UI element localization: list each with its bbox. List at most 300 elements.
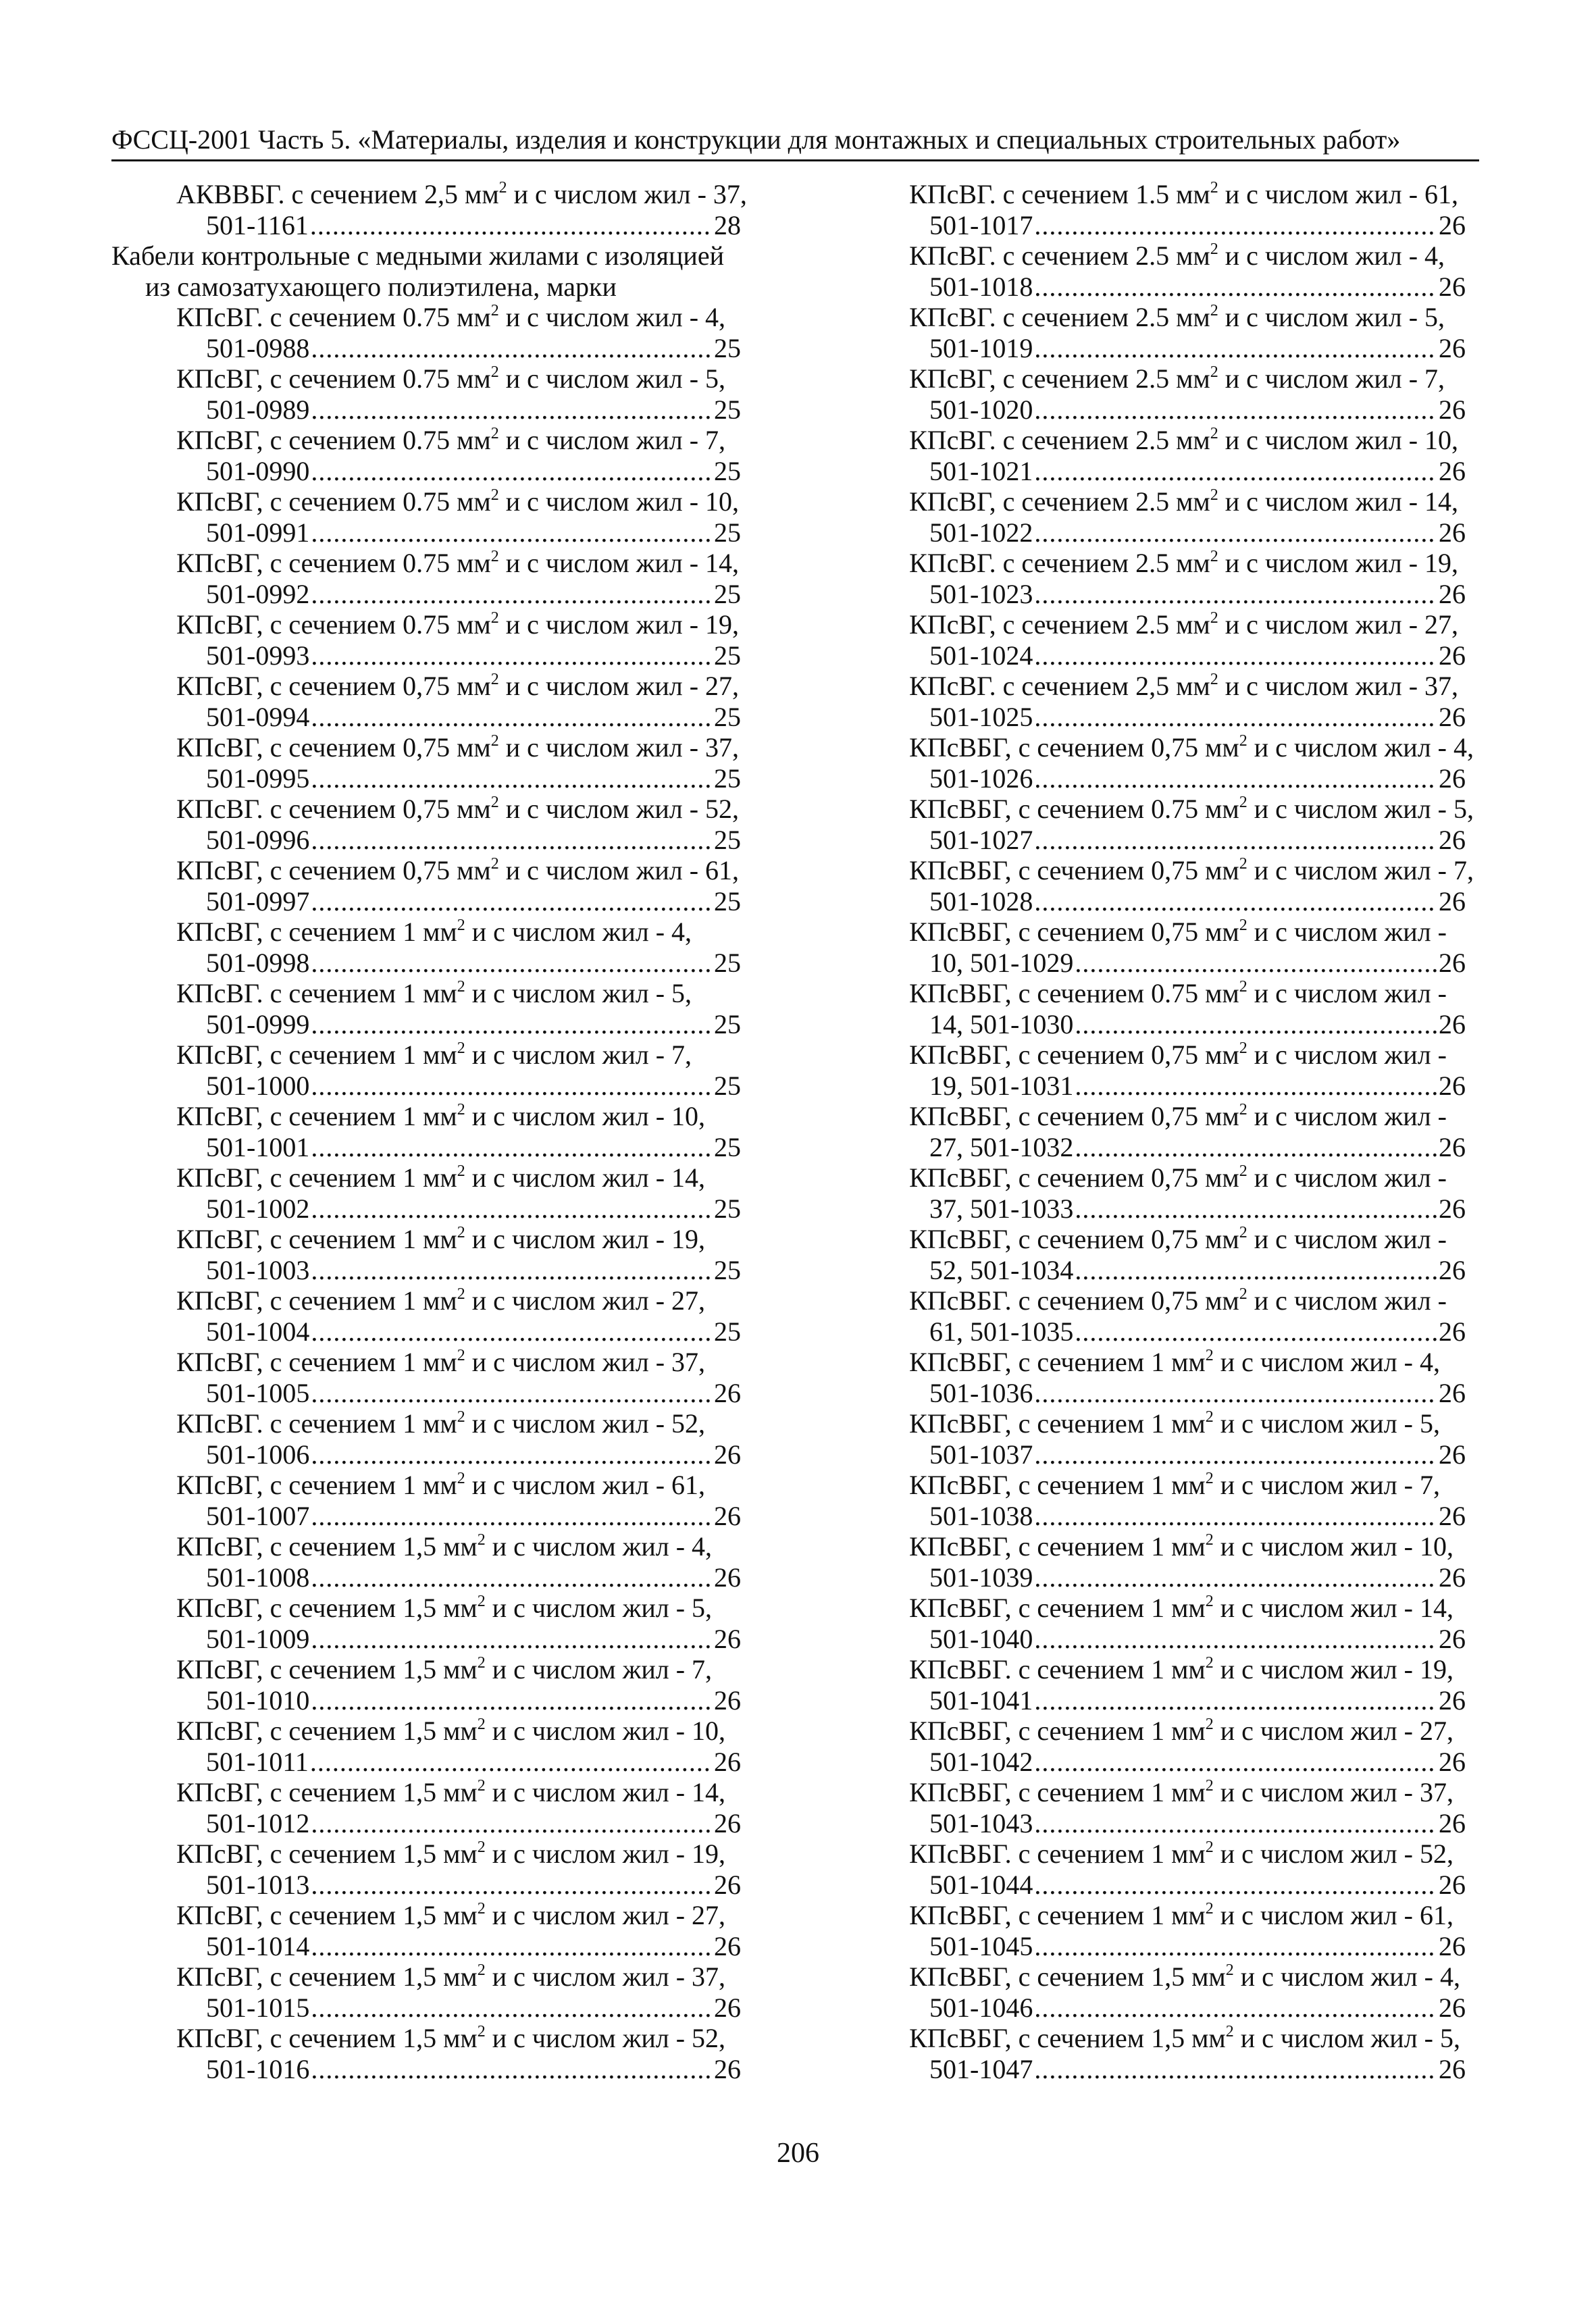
dot-leader — [1075, 1132, 1437, 1163]
entry-rest: и с числом жил - 10, — [1218, 425, 1459, 455]
entry-sup: 2 — [457, 1162, 465, 1180]
entry-title — [890, 548, 1466, 579]
entry-code-line — [111, 394, 741, 426]
entry-sup: 2 — [1205, 1715, 1214, 1733]
entry-rest: и с числом жил - 37, — [485, 1961, 726, 1992]
entry-code: 501-1027 — [929, 824, 1033, 855]
entry-sup: 2 — [1205, 1592, 1214, 1610]
dot-leader — [311, 1009, 713, 1040]
entry-page: 25 — [714, 763, 741, 794]
entry-code: 501-1041 — [929, 1685, 1033, 1716]
dot-leader — [311, 1132, 713, 1163]
entry-title — [890, 1224, 1466, 1255]
entry-sup: 2 — [457, 1100, 465, 1119]
entry-name: КПсВГ, с сечением 2.5 мм — [909, 363, 1210, 394]
entry-code-line — [890, 210, 1466, 241]
entry-name: КПсВБГ, с сечением 0,75 мм — [909, 1224, 1239, 1254]
entry-page: 26 — [1439, 1316, 1466, 1347]
entry-code-line — [890, 948, 1466, 979]
dot-leader — [311, 579, 713, 610]
entry-sup: 2 — [490, 424, 499, 442]
entry-rest: и с числом жил - 61, — [1218, 179, 1459, 209]
entry-code-line — [111, 1624, 741, 1655]
entry-rest: и с числом жил - — [1247, 1039, 1447, 1070]
entry-sup: 2 — [490, 609, 499, 627]
entry-code-line — [890, 1193, 1466, 1225]
entry-name: КПсВГ. с сечением 1.5 мм — [909, 179, 1210, 209]
entry-name: КПсВГ. с сечением 1 мм — [176, 1408, 457, 1439]
entry-rest: и с числом жил - 5, — [1247, 794, 1474, 824]
entry-code: 501-1042 — [929, 1746, 1033, 1777]
entry-page: 26 — [714, 2053, 741, 2084]
entry-title — [111, 671, 741, 702]
entry-name: КПсВГ, с сечением 0.75 мм — [176, 425, 491, 455]
entry-sup: 2 — [457, 1469, 465, 1487]
entry-name: КПсВБГ, с сечением 0,75 мм — [909, 1039, 1239, 1070]
entry-title — [111, 1039, 741, 1071]
entry-page: 26 — [1439, 1746, 1466, 1777]
entry-code: 501-0996 — [206, 824, 310, 855]
entry-rest: и с числом жил - 4, — [1247, 732, 1474, 763]
entry-sup: 2 — [457, 1408, 465, 1426]
entry-name: КПсВГ, с сечением 1,5 мм — [176, 1716, 478, 1746]
entry-page: 26 — [1439, 701, 1466, 732]
entry-page: 25 — [714, 1193, 741, 1224]
entry-code-line — [890, 2054, 1466, 2085]
entry-code: 61, 501-1035 — [929, 1316, 1074, 1347]
entry-sup: 2 — [477, 1592, 486, 1610]
entry-code: 501-0998 — [206, 947, 310, 978]
entry-rest: и с числом жил - 5, — [1213, 1408, 1440, 1439]
entry-code-line — [111, 1685, 741, 1716]
dot-leader — [1034, 1931, 1437, 1962]
entry-sup: 2 — [1225, 2022, 1234, 2040]
entry-code: 501-1037 — [929, 1439, 1033, 1470]
entry-code: 501-1043 — [929, 1807, 1033, 1839]
entry-page: 25 — [714, 1131, 741, 1162]
entry-name: КПсВГ, с сечением 1 мм — [176, 1347, 457, 1377]
entry-rest: и с числом жил - 14, — [465, 1162, 706, 1193]
entry-page: 25 — [714, 578, 741, 609]
entry-code: 501-0990 — [206, 455, 310, 486]
entry-title — [890, 2023, 1466, 2054]
entry-rest: и с числом жил - 5, — [1233, 2023, 1460, 2053]
entry-sup: 2 — [490, 301, 499, 319]
entry-title — [890, 1162, 1466, 1193]
entry-sup: 2 — [498, 178, 507, 197]
entry-title — [890, 1777, 1466, 1808]
section-heading-cont: из самозатухающего полиэтилена, марки — [145, 271, 617, 302]
dot-leader — [1075, 1255, 1437, 1286]
entry-code: 501-1040 — [929, 1623, 1033, 1654]
dot-leader — [1075, 1009, 1437, 1040]
entry-name: КПсВГ, с сечением 2.5 мм — [909, 609, 1210, 640]
entry-rest: и с числом жил - — [1247, 917, 1447, 947]
entry-name: КПсВГ, с сечением 0.75 мм — [176, 609, 491, 640]
dot-leader — [1034, 1685, 1437, 1716]
entry-rest: и с числом жил - — [1247, 1224, 1447, 1254]
entry-rest: и с числом жил - 19, — [498, 609, 740, 640]
entry-code: 27, 501-1032 — [929, 1131, 1074, 1162]
entry-sup: 2 — [1239, 1223, 1247, 1241]
index-column-left — [111, 178, 747, 2084]
entry-rest: и с числом жил - 7, — [1218, 363, 1445, 394]
entry-code: 10, 501-1029 — [929, 947, 1074, 978]
entry-code: 501-1021 — [929, 455, 1033, 486]
dot-leader — [311, 1255, 713, 1286]
entry-title — [890, 1961, 1466, 1992]
entry-sup: 2 — [477, 1653, 486, 1672]
entry-rest: и с числом жил - 52, — [498, 794, 740, 824]
entry-title — [890, 854, 1474, 886]
entry-title — [111, 1101, 741, 1132]
dot-leader — [311, 1316, 713, 1347]
entry-sup: 2 — [477, 1838, 486, 1856]
entry-page: 25 — [714, 885, 741, 917]
dot-leader — [1034, 394, 1437, 426]
entry-code: 501-1038 — [929, 1500, 1033, 1531]
entry-code-line — [111, 1808, 741, 1839]
entry-title — [890, 1470, 1466, 1501]
dot-leader — [1075, 1071, 1437, 1102]
entry-code: 501-0989 — [206, 394, 310, 425]
dot-leader — [1034, 579, 1437, 610]
entry-name: КПсВГ, с сечением 1,5 мм — [176, 1839, 478, 1869]
entry-name: КПсВГ, с сечением 1 мм — [176, 1162, 457, 1193]
entry-title — [890, 425, 1466, 456]
entry-code-line — [111, 825, 741, 856]
entry-rest: и с числом жил - 37, — [465, 1347, 706, 1377]
entry-name: КПсВГ. с сечением 2.5 мм — [909, 240, 1210, 271]
entry-code-line — [890, 1439, 1466, 1470]
dot-leader — [1034, 1501, 1437, 1532]
entry-page: 26 — [1439, 1439, 1466, 1470]
entry-code: 501-1039 — [929, 1562, 1033, 1593]
entry-rest: и с числом жил - 14, — [1218, 486, 1459, 517]
entry-name: КПсВГ. с сечением 0.75 мм — [176, 302, 491, 332]
entry-rest: и с числом жил - 5, — [465, 978, 692, 1008]
dot-leader — [1034, 1808, 1437, 1839]
dot-leader — [311, 1624, 713, 1655]
entry-code-line — [111, 1992, 741, 2024]
entry-code: 501-1010 — [206, 1685, 310, 1716]
entry-code-line — [111, 1132, 741, 1163]
dot-leader — [1034, 1992, 1437, 2024]
entry-title — [111, 732, 741, 763]
entry-rest: и с числом жил - 37, — [498, 732, 740, 763]
entry-page: 26 — [714, 1807, 741, 1839]
entry-page: 26 — [1439, 1685, 1466, 1716]
entry-name: КПсВГ, с сечением 0,75 мм — [176, 732, 491, 763]
entry-code-line — [890, 579, 1466, 610]
entry-title — [890, 1654, 1466, 1685]
entry-rest: и с числом жил - — [1247, 1101, 1447, 1131]
entry-title — [111, 1777, 741, 1808]
dot-leader — [1034, 1439, 1437, 1470]
entry-rest: и с числом жил - 37, — [507, 179, 747, 209]
entry-page: 25 — [714, 701, 741, 732]
entry-page: 26 — [1439, 1930, 1466, 1961]
entry-sup: 2 — [490, 547, 499, 565]
entry-code-line — [111, 1931, 741, 1962]
entry-code-line — [890, 1992, 1466, 2024]
entry-name: КПсВБГ, с сечением 1,5 мм — [909, 2023, 1226, 2053]
entry-title — [111, 2023, 741, 2054]
entry-sup: 2 — [490, 486, 499, 504]
entry-code-line — [890, 702, 1466, 733]
entry-name: КПсВГ, с сечением 0,75 мм — [176, 671, 491, 701]
dot-leader — [311, 763, 713, 794]
dot-leader — [1034, 333, 1437, 364]
entry-sup: 2 — [1239, 977, 1247, 996]
entry-sup: 2 — [477, 1715, 486, 1733]
entry-code-line — [111, 1255, 741, 1286]
entry-title — [111, 1593, 741, 1624]
entry-sup: 2 — [490, 731, 499, 750]
dot-leader — [1034, 1624, 1437, 1655]
entry-name: КПсВГ, с сечением 1,5 мм — [176, 1900, 478, 1930]
entry-code-line — [890, 1870, 1466, 1901]
dot-leader — [311, 2054, 713, 2085]
entry-sup: 2 — [1239, 793, 1247, 811]
dot-leader — [311, 1870, 713, 1901]
entry-sup: 2 — [1205, 1469, 1214, 1487]
entry-title — [890, 1716, 1466, 1747]
entry-code-line — [111, 517, 741, 548]
entry-page: 26 — [1439, 332, 1466, 363]
entry-rest: и с числом жил - 52, — [465, 1408, 706, 1439]
entry-rest: и с числом жил - 7, — [1247, 855, 1474, 885]
entry-title — [890, 1531, 1466, 1562]
entry-rest: и с числом жил - 19, — [465, 1224, 706, 1254]
entry-code-line — [111, 210, 741, 241]
entry-rest: и с числом жил - 27, — [1218, 609, 1459, 640]
dot-leader — [311, 1193, 713, 1225]
entry-title — [890, 1101, 1466, 1132]
entry-title — [111, 1531, 741, 1562]
entry-title — [111, 302, 741, 333]
entry-page: 26 — [714, 1930, 741, 1961]
entry-code: 501-1020 — [929, 394, 1033, 425]
entry-page: 26 — [1439, 2053, 1466, 2084]
entry-code: 19, 501-1031 — [929, 1070, 1074, 1101]
entry-name: КПсВГ. с сечением 2.5 мм — [909, 548, 1210, 578]
entry-name: КПсВБГ, с сечением 1 мм — [909, 1347, 1206, 1377]
entry-code: 501-1046 — [929, 1992, 1033, 2023]
dot-leader — [1034, 763, 1437, 794]
entry-name: КПсВГ, с сечением 1,5 мм — [176, 1531, 478, 1562]
entry-code-line — [890, 1132, 1466, 1163]
entry-sup: 2 — [1239, 731, 1247, 750]
entry-rest: и с числом жил - 10, — [465, 1101, 706, 1131]
entry-code-line — [890, 825, 1466, 856]
entry-code: 501-1011 — [206, 1746, 309, 1777]
entry-code-line — [111, 456, 741, 487]
entry-page: 26 — [1439, 1807, 1466, 1839]
entry-title — [111, 486, 741, 517]
entry-sup: 2 — [1239, 1162, 1247, 1180]
dot-leader — [311, 948, 713, 979]
entry-sup: 2 — [477, 2022, 486, 2040]
entry-name: КПсВГ, с сечением 0.75 мм — [176, 548, 491, 578]
entry-page: 25 — [714, 517, 741, 548]
entry-name: КПсВБГ, с сечением 1 мм — [909, 1716, 1206, 1746]
entry-rest: и с числом жил - 5, — [498, 363, 726, 394]
entry-name: КПсВГ, с сечением 1,5 мм — [176, 1961, 478, 1992]
entry-code: 501-1000 — [206, 1070, 310, 1101]
entry-title — [890, 1593, 1466, 1624]
entry-page: 26 — [1439, 1562, 1466, 1593]
entry-code: 501-1016 — [206, 2053, 310, 2084]
entry-code-line — [111, 1193, 741, 1225]
entry-page: 25 — [714, 455, 741, 486]
entry-code: 501-1161 — [206, 209, 309, 240]
entry-code-line — [890, 1009, 1466, 1040]
entry-code-line — [890, 640, 1466, 671]
entry-name: КПсВГ, с сечением 1,5 мм — [176, 1593, 478, 1623]
entry-title — [111, 917, 741, 948]
entry-code-line — [890, 1255, 1466, 1286]
entry-name: КПсВГ, с сечением 1 мм — [176, 1470, 457, 1500]
dot-leader — [1075, 948, 1437, 979]
entry-code: 501-1003 — [206, 1254, 310, 1285]
entry-page: 25 — [714, 824, 741, 855]
entry-sup: 2 — [490, 670, 499, 688]
entry-title — [111, 1347, 741, 1378]
entry-rest: и с числом жил - 27, — [498, 671, 740, 701]
entry-page: 26 — [1439, 640, 1466, 671]
entry-sup: 2 — [457, 1223, 465, 1241]
entry-code: 501-0999 — [206, 1008, 310, 1039]
entry-title — [890, 671, 1466, 702]
entry-code: 501-0997 — [206, 885, 310, 917]
entry-rest: и с числом жил - 10, — [485, 1716, 726, 1746]
entry-code-line — [111, 579, 741, 610]
entry-code: 37, 501-1033 — [929, 1193, 1074, 1224]
entry-code-line — [890, 394, 1466, 426]
dot-leader — [311, 702, 713, 733]
entry-rest: и с числом жил - 7, — [1213, 1470, 1440, 1500]
entry-sup: 2 — [1239, 1100, 1247, 1119]
entry-name: КПсВБГ, с сечением 1 мм — [909, 1408, 1206, 1439]
entry-code: 501-1008 — [206, 1562, 310, 1593]
entry-name: КПсВГ, с сечением 1 мм — [176, 1224, 457, 1254]
entry-code-line — [890, 456, 1466, 487]
entry-page: 25 — [714, 947, 741, 978]
entry-sup: 2 — [1210, 301, 1218, 319]
entry-page: 26 — [714, 1377, 741, 1408]
entry-code-line — [111, 1378, 741, 1409]
entry-title — [890, 302, 1466, 333]
entry-rest: и с числом жил - 14, — [498, 548, 740, 578]
entry-rest: и с числом жил - 10, — [1213, 1531, 1453, 1562]
dot-leader — [1034, 1747, 1437, 1778]
entry-sup: 2 — [477, 1531, 486, 1549]
entry-name: КПсВГ, с сечением 0.75 мм — [176, 363, 491, 394]
entry-name: КПсВБГ, с сечением 0,75 мм — [909, 917, 1239, 947]
dot-leader — [311, 517, 713, 548]
entry-title — [111, 178, 747, 210]
entry-page: 26 — [1439, 455, 1466, 486]
dot-leader — [311, 1808, 713, 1839]
entry-rest: и с числом жил - 27, — [1213, 1716, 1453, 1746]
entry-name: КПсВБГ, с сечением 0,75 мм — [909, 1101, 1239, 1131]
entry-sup: 2 — [477, 1899, 486, 1918]
entry-code-line — [111, 1747, 741, 1778]
section-heading: Кабели контрольные с медными жилами с изоляцией — [111, 240, 724, 271]
entry-page: 26 — [1439, 209, 1466, 240]
entry-code: 501-1006 — [206, 1439, 310, 1470]
dot-leader — [1034, 2054, 1437, 2085]
entry-code-line — [890, 1808, 1466, 1839]
entry-name: КПсВГ, с сечением 0,75 мм — [176, 855, 491, 885]
entry-title — [890, 731, 1474, 763]
dot-leader — [1034, 1562, 1437, 1593]
entry-title — [890, 609, 1466, 640]
dot-leader — [1034, 1378, 1437, 1409]
right-entries — [890, 178, 1474, 2084]
entry-sup: 2 — [1205, 1838, 1214, 1856]
entry-page: 26 — [1439, 1008, 1466, 1039]
dot-leader — [1034, 886, 1437, 917]
entry-rest: и с числом жил - 7, — [465, 1039, 692, 1070]
dot-leader — [310, 1747, 713, 1778]
entry-rest: и с числом жил - 7, — [485, 1654, 713, 1685]
entry-title — [111, 1470, 741, 1501]
entry-page: 26 — [1439, 1193, 1466, 1224]
dot-leader — [1034, 272, 1437, 303]
entry-code-line — [111, 702, 741, 733]
entry-code: 501-0992 — [206, 578, 310, 609]
entry-title — [890, 1285, 1466, 1316]
entry-page: 26 — [1439, 517, 1466, 548]
entry-rest: и с числом жил - 4, — [498, 302, 726, 332]
entry-page: 25 — [714, 332, 741, 363]
entry-sup: 2 — [457, 1285, 465, 1303]
entry-title — [111, 1961, 741, 1992]
entry-sup: 2 — [457, 1039, 465, 1057]
entry-rest: и с числом жил - 14, — [1213, 1593, 1453, 1623]
dot-leader — [1075, 1193, 1437, 1225]
entry-code: 501-0995 — [206, 763, 310, 794]
entry-page: 26 — [1439, 885, 1466, 917]
entry-code: 501-1007 — [206, 1500, 310, 1531]
entry-code: 501-1005 — [206, 1377, 310, 1408]
entry-code-line — [111, 2054, 741, 2085]
entry-rest: и с числом жил - — [1247, 1162, 1447, 1193]
entry-page: 26 — [714, 1623, 741, 1654]
entry-page: 26 — [1439, 1070, 1466, 1101]
entry-sup: 2 — [1210, 240, 1218, 258]
dot-leader — [311, 1562, 713, 1593]
entry-code: 501-1044 — [929, 1869, 1033, 1900]
entry-title — [111, 1224, 741, 1255]
entry-code-line — [111, 333, 741, 364]
entry-title — [111, 609, 741, 640]
entry-rest: и с числом жил - 19, — [485, 1839, 726, 1869]
dot-leader — [311, 1992, 713, 2024]
entry-name: КПсВГ. с сечением 2.5 мм — [909, 302, 1210, 332]
entry-code: 501-1026 — [929, 763, 1033, 794]
dot-leader — [311, 886, 713, 917]
entry-code-line — [890, 272, 1466, 303]
entry-name: КПсВГ. с сечением 2,5 мм — [909, 671, 1210, 701]
entry-code-line — [890, 763, 1466, 794]
entry-rest: и с числом жил - 27, — [465, 1285, 706, 1316]
entry-code-line — [111, 1009, 741, 1040]
entry-sup: 2 — [490, 854, 499, 873]
entry-rest: и с числом жил - 14, — [485, 1777, 726, 1807]
